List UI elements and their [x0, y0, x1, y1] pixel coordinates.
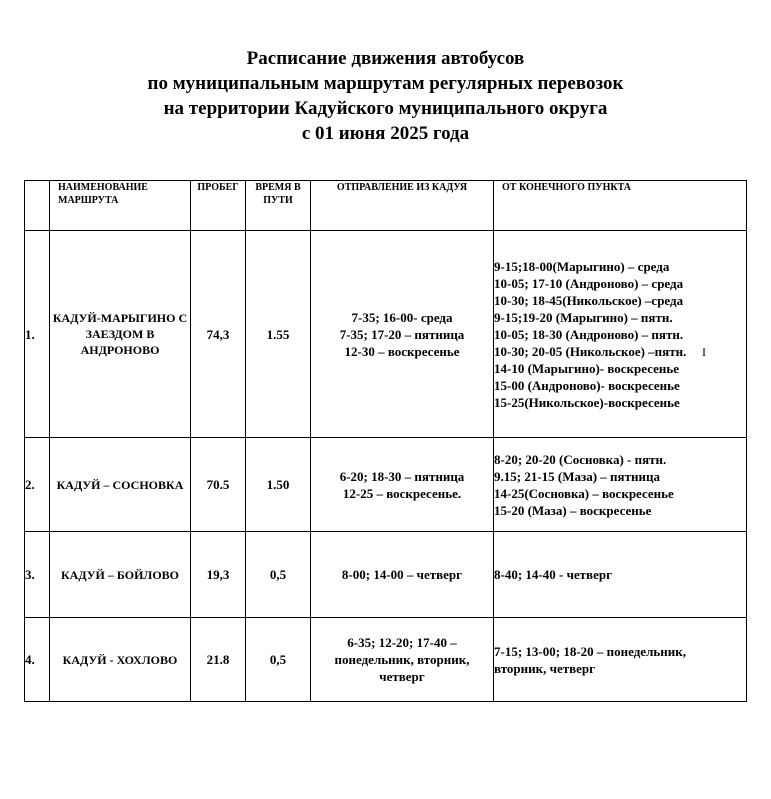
route-name: КАДУЙ – БОЙЛОВО: [50, 532, 191, 618]
route-return: [494, 438, 747, 532]
title-line: с 01 июня 2025 года: [301, 123, 470, 144]
return-line: 10-05; 17-10 (Андроново) – среда: [494, 275, 684, 291]
route-name: КАДУЙ - ХОХЛОВО: [50, 618, 191, 702]
route-travel-time: 0,5: [246, 532, 311, 618]
departure-line: 7-35; 16-00- среда: [351, 309, 453, 325]
return-line: 14-10 (Марыгино)- воскресенье: [494, 360, 680, 376]
row-number: 3.: [25, 532, 50, 618]
return-line: 10-30; 20-05 (Никольское) –пятн.: [494, 343, 687, 359]
departure-line: 7-35; 17-20 – пятница: [339, 326, 465, 342]
route-distance: 70.5: [191, 438, 246, 532]
text-cursor-icon: I: [702, 345, 706, 359]
schedule-table: [24, 180, 747, 702]
route-travel-time: 1.55: [246, 231, 311, 438]
return-line: 14-25(Сосновка) – воскресенье: [494, 485, 674, 501]
return-line: 15-25(Никольское)-воскресенье: [494, 394, 680, 410]
return-line: 15-20 (Маза) – воскресенье: [494, 502, 652, 518]
header-number: [25, 181, 50, 231]
return-line: 7-15; 13-00; 18-20 – понедельник,: [494, 643, 686, 659]
departure-line: 8-00; 14-00 – четверг: [341, 567, 463, 582]
return-line: 9-15;18-00(Марыгино) – среда: [494, 258, 670, 274]
route-travel-time: 0,5: [246, 618, 311, 702]
return-line: 9-15;19-20 (Марыгино) – пятн.: [494, 309, 673, 325]
departure-line: понедельник, вторник,: [334, 652, 470, 667]
table-row: [25, 618, 747, 702]
departure-line: четверг: [379, 669, 425, 684]
return-line: 8-40; 14-40 - четверг: [494, 567, 612, 582]
route-return: [494, 618, 747, 702]
return-line: 8-20; 20-20 (Сосновка) - пятн.: [494, 451, 667, 467]
route-distance: 74,3: [191, 231, 246, 438]
route-name: КАДУЙ – СОСНОВКА: [50, 438, 191, 532]
header-travel-time: ВРЕМЯ В ПУТИ: [246, 181, 311, 231]
table-row: [25, 532, 747, 618]
return-line: 9.15; 21-15 (Маза) – пятница: [494, 468, 660, 484]
header-row: [25, 181, 747, 231]
route-departure: [311, 231, 494, 438]
table-row: [25, 231, 747, 438]
route-return: [494, 231, 747, 438]
route-departure: [311, 438, 494, 532]
departure-line: 6-35; 12-20; 17-40 –: [347, 635, 457, 650]
return-line: 10-30; 18-45(Никольское) –среда: [494, 292, 684, 308]
title-line: по муниципальным маршрутам регулярных перевозок: [147, 73, 624, 94]
table-row: [25, 438, 747, 532]
route-distance: 19,3: [191, 532, 246, 618]
row-number: 1.: [25, 231, 50, 438]
departure-line: 6-20; 18-30 – пятница: [339, 468, 465, 484]
return-line: 10-05; 18-30 (Андроново) – пятн.: [494, 326, 684, 342]
header-distance: ПРОБЕГ: [191, 181, 246, 231]
header-departure: ОТПРАВЛЕНИЕ ИЗ КАДУЯ: [311, 181, 494, 231]
route-travel-time: 1.50: [246, 438, 311, 532]
title-line: Расписание движения автобусов: [246, 48, 525, 69]
return-line: вторник, четверг: [494, 660, 596, 676]
route-departure: [311, 618, 494, 702]
route-departure: [311, 532, 494, 618]
header-name: НАИМЕНОВАНИЕ МАРШРУТА: [50, 181, 191, 231]
return-line: 15-00 (Андроново)- воскресенье: [494, 377, 680, 393]
title-line: на территории Кадуйского муниципального округа: [163, 98, 608, 119]
departure-line: 12-30 – воскресенье: [344, 343, 460, 359]
route-name: КАДУЙ-МАРЫГИНО С ЗАЕЗДОМ В АНДРОНОВО: [50, 231, 191, 438]
header-return: ОТ КОНЕЧНОГО ПУНКТА: [494, 181, 747, 231]
row-number: 4.: [25, 618, 50, 702]
route-return: [494, 532, 747, 618]
row-number: 2.: [25, 438, 50, 532]
document-title: [0, 46, 771, 146]
route-distance: 21.8: [191, 618, 246, 702]
departure-line: 12-25 – воскресенье.: [342, 485, 462, 501]
